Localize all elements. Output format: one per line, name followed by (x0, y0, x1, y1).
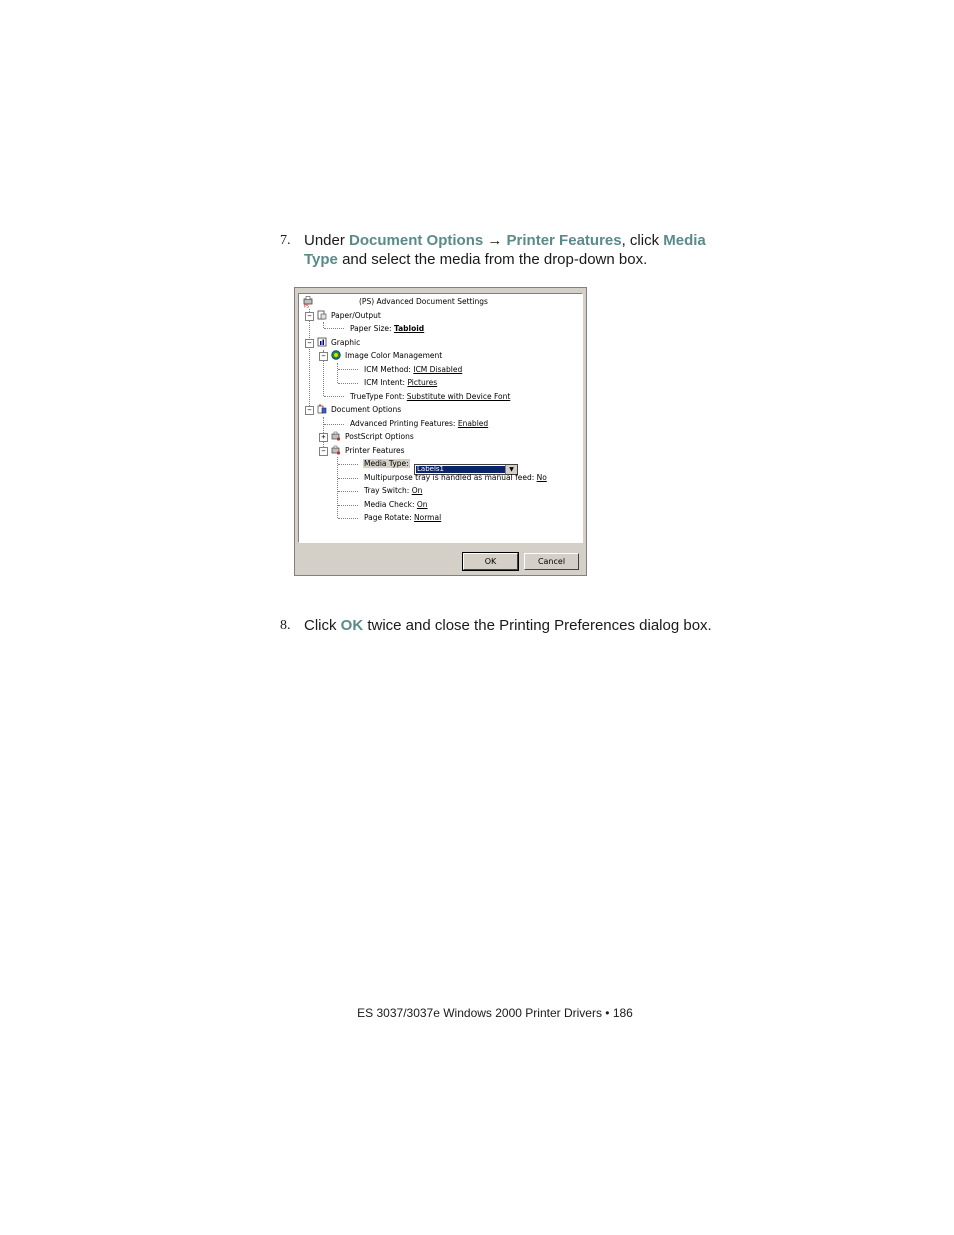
tree-item-multipurpose-tray[interactable] (364, 472, 547, 484)
tree-item-media-check[interactable] (364, 499, 428, 511)
tree-connector (338, 369, 358, 370)
postscript-options-icon (331, 431, 341, 441)
tree-connector (337, 363, 338, 383)
step-text-middle: , click (621, 232, 664, 249)
collapse-icon[interactable]: − (305, 339, 314, 348)
collapse-icon[interactable]: − (319, 352, 328, 361)
tree-connector (338, 518, 358, 519)
tree-connector (338, 478, 358, 479)
graphic-label: Graphic (331, 338, 361, 347)
tree-item-page-rotate[interactable] (364, 512, 441, 524)
printer-ps-icon (303, 296, 315, 308)
truetype-label: TrueType Font: (350, 392, 405, 401)
postscript-options-label: PostScript Options (345, 432, 414, 441)
advanced-document-settings-dialog (294, 287, 587, 576)
tray-switch-label: Tray Switch: (364, 486, 410, 495)
icm-method-label: ICM Method: (364, 365, 411, 374)
media-type-selected-value: Labels1 (416, 466, 506, 473)
document-options-label: Document Options (331, 405, 402, 414)
multipurpose-tray-label: Multipurpose tray is handled as manual feed: (364, 473, 535, 482)
paper-output-icon (317, 310, 327, 320)
tree-item-icm-intent[interactable] (364, 377, 437, 389)
truetype-value[interactable]: Substitute with Device Font (406, 392, 511, 401)
expand-icon[interactable]: + (319, 433, 328, 442)
collapse-icon[interactable]: − (319, 447, 328, 456)
ok-term: OK (340, 617, 364, 634)
tree-item-media-type[interactable] (363, 458, 410, 470)
paper-output-label: Paper/Output (331, 311, 381, 320)
page-rotate-value[interactable]: Normal (414, 513, 442, 522)
tree-connector (338, 505, 358, 506)
printer-features-term: Printer Features (506, 232, 622, 249)
tree-item-advanced-printing[interactable] (350, 418, 488, 430)
tree-connector (324, 396, 344, 397)
icm-intent-value[interactable]: Pictures (407, 378, 438, 387)
media-type-term: Media Type (304, 232, 706, 268)
media-type-label: Media Type: (364, 459, 409, 468)
collapse-icon[interactable]: − (305, 406, 314, 415)
tray-switch-value[interactable]: On (411, 486, 423, 495)
media-check-value[interactable]: On (416, 500, 428, 509)
step-number: 7. (280, 233, 291, 248)
icm-method-value[interactable]: ICM Disabled (413, 365, 463, 374)
tree-connector (338, 383, 358, 384)
page-rotate-label: Page Rotate: (364, 513, 412, 522)
tree-connector (309, 309, 310, 414)
advanced-printing-label: Advanced Printing Features: (350, 419, 456, 428)
tree-item-icm-method[interactable] (364, 364, 462, 376)
printer-features-label: Printer Features (345, 446, 405, 455)
page-footer: ES 3037/3037e Windows 2000 Printer Drivers • 186 (357, 1006, 633, 1020)
tree-connector (324, 328, 344, 329)
tree-connector (337, 457, 338, 518)
collapse-icon[interactable]: − (305, 312, 314, 321)
media-check-label: Media Check: (364, 500, 415, 509)
graphic-icon (317, 337, 327, 347)
ok-button[interactable]: OK (463, 553, 518, 570)
color-management-icon (331, 350, 341, 360)
step-text (304, 616, 712, 635)
paper-size-label: Paper Size: (350, 324, 392, 333)
cancel-button[interactable]: Cancel (524, 553, 579, 570)
arrow-symbol: → (483, 232, 507, 249)
tree-item-truetype[interactable] (350, 391, 510, 403)
advanced-printing-value[interactable]: Enabled (457, 419, 489, 428)
step-text (304, 231, 740, 269)
step-7 (280, 231, 740, 271)
tree-item-tray-switch[interactable] (364, 485, 422, 497)
step-number: 8. (280, 618, 291, 633)
step-text-prefix: Under (304, 232, 350, 249)
icm-label: Image Color Management (345, 351, 443, 360)
step-text-prefix: Click (304, 617, 341, 634)
tree-connector (324, 424, 344, 425)
tree-connector (338, 464, 358, 465)
icm-intent-label: ICM Intent: (364, 378, 406, 387)
document-options-icon (317, 404, 327, 414)
settings-tree (298, 293, 583, 543)
tree-item-paper-size[interactable] (350, 323, 424, 335)
step-text-suffix: and select the media from the drop-down box. (337, 251, 648, 268)
paper-size-value[interactable]: Tabloid (393, 324, 425, 333)
printer-features-icon (331, 445, 341, 455)
multipurpose-tray-value[interactable]: No (536, 473, 547, 482)
dialog-title: (PS) Advanced Document Settings (359, 297, 488, 306)
dropdown-arrow-icon[interactable]: ▼ (505, 465, 517, 474)
step-8 (280, 616, 750, 636)
document-options-term: Document Options (349, 232, 484, 249)
tree-connector (338, 491, 358, 492)
step-text-suffix: twice and close the Printing Preferences dialog box. (363, 617, 712, 634)
svg-text:PS: PS (304, 303, 309, 308)
